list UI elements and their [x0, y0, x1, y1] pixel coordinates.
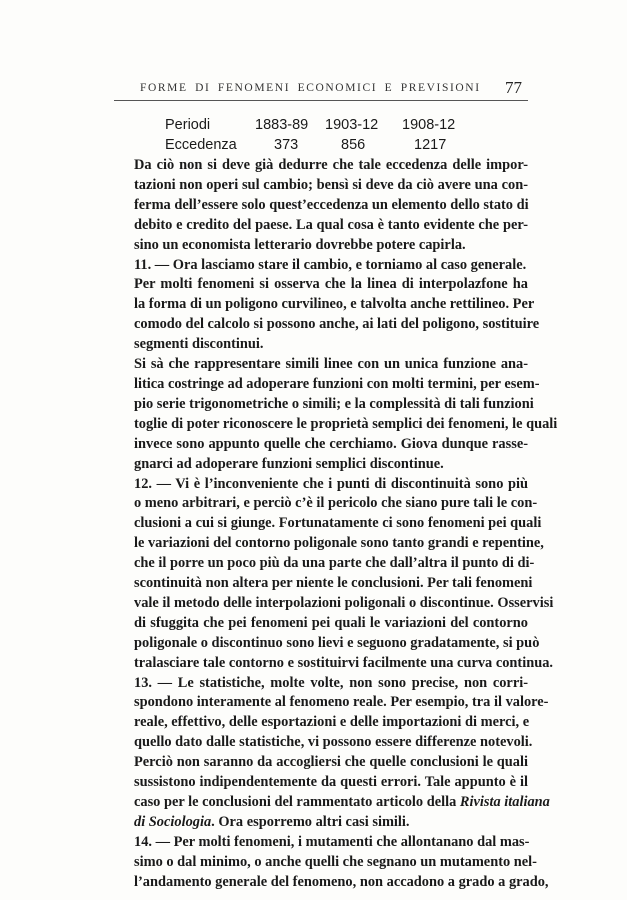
text-line: o meno arbitrari, e perciò c’è il pericolo che siano pure tali le con- — [134, 495, 538, 512]
text-line: clusioni a cui si giunge. Fortunatamente ci sono fenomeni pei quali — [134, 515, 542, 532]
text-line: Si sà che rappresentare simili linee con un unica funzione ana- — [134, 356, 528, 373]
text-line: pio serie trigonometriche o simili; e la complessità di tali funzioni — [134, 395, 534, 412]
text-line: Per molti fenomeni si osserva che la linea di interpolazfone ha — [134, 276, 528, 293]
paragraph-13 — [114, 674, 550, 833]
text-line — [114, 793, 550, 813]
text-line: simo o dal minimo, o anche quelli che segnano un mutamento nel- — [134, 853, 537, 870]
text-line: quello dato dalle statistiche, vi possono essere differenze notevoli. — [134, 734, 533, 751]
text-line: spondono interamente al fenomeno reale. Per esempio, tra il valore- — [134, 694, 549, 711]
paragraph — [114, 355, 558, 474]
text-line: poligonale o discontinuo sono lievi e seguono gradatamente, si può — [134, 634, 540, 651]
journal-title-continued: di Sociologia — [134, 813, 212, 830]
text-line: scontinuità non altera per niente le conclusioni. Per tali fenomeni — [134, 575, 533, 592]
text-line: toglie di poter riconoscere le proprietà semplici dei fenomeni, le quali — [134, 415, 558, 432]
paragraph — [114, 156, 528, 256]
journal-title: Rivista italiana — [459, 794, 550, 810]
paragraph-14 — [114, 833, 549, 893]
text-line: sino un economista letterario dovrebbe potere capirla. — [134, 236, 466, 253]
text-line: reale, effettivo, delle esportazioni e delle importazioni di merci, e — [134, 714, 530, 731]
row-label-excess: Eccedenza — [165, 137, 237, 153]
text-line: vale il metodo delle interpolazioni poligonali o discontinue. Osservisi — [134, 594, 554, 611]
text-line-end: . Ora esporremo altri casi simili. — [211, 813, 410, 830]
text-line: 13. — Le statistiche, molte volte, non sono precise, non corri- — [134, 674, 528, 691]
text-line: debito e credito del paese. La qual cosa è tanto evidente che per- — [134, 216, 528, 233]
text-line: tralasciare tale contorno e sostituirvi facilmente una curva continua. — [134, 654, 554, 671]
text-line: 11. — Ora lasciamo stare il cambio, e torniamo al caso generale. — [134, 256, 527, 273]
period-cell: 1903-12 — [325, 117, 379, 133]
text-line: ferma dell’essere solo quest’eccedenza un elemento dello stato di — [134, 196, 529, 213]
text-line: invece sono appunto quelle che cerchiamo. Giova dunque rasse- — [134, 435, 528, 452]
data-table — [0, 117, 627, 157]
body-text — [114, 156, 558, 893]
paragraph-12 — [114, 475, 554, 674]
text-line — [114, 813, 528, 833]
text-line: segmenti discontinui. — [134, 336, 264, 353]
text-line: Da ciò non si deve già dedurre che tale eccedenza delle impor- — [134, 157, 528, 173]
row-label-periods: Periodi — [165, 117, 211, 133]
text-line: Perciò non saranno da accogliersi che quelle conclusioni le quali — [134, 754, 528, 771]
value-cell: 373 — [274, 137, 299, 153]
text-line: tazioni non operi sul cambio; bensì si deve da ciò avere una con- — [134, 176, 528, 193]
text-line: gnarci ad adoperare funzioni semplici discontinue. — [134, 455, 444, 472]
text-line: di sfuggita che pei fenomeni pei quali le variazioni del contorno — [134, 614, 528, 631]
table-row — [0, 137, 627, 157]
paragraph — [114, 275, 540, 355]
text-line: litica costringe ad adoperare funzioni con molti termini, per esem- — [134, 375, 540, 392]
running-title: FORME DI FENOMENI ECONOMICI E PREVISIONI — [140, 82, 481, 94]
value-cell: 856 — [341, 137, 366, 153]
text-line: le variazioni del contorno poligonale sono tanto grandi e repentine, — [134, 535, 544, 552]
text-line: comodo del calcolo si possono anche, ai lati del poligono, sostituire — [134, 316, 540, 333]
page-number: 77 — [505, 78, 522, 97]
period-cell: 1883-89 — [255, 117, 309, 133]
running-header — [0, 76, 627, 102]
text-line: sussistono indipendentemente da questi errori. Tale appunto è il — [134, 774, 528, 791]
text-line: 12. — Vi è l’inconveniente che i punti di discontinuità sono più — [134, 475, 528, 492]
value-cell: 1217 — [414, 137, 447, 153]
header-rule — [114, 100, 528, 101]
paragraph-11 — [114, 256, 528, 276]
text-line-start: caso per le conclusioni del rammentato articolo della — [134, 794, 460, 810]
period-cell: 1908-12 — [402, 117, 456, 133]
text-line: la forma di un poligono curvilineo, e talvolta anche rettilineo. Per — [134, 296, 535, 313]
text-line: 14. — Per molti fenomeni, i mutamenti che allontanano dal mas- — [134, 833, 530, 850]
text-line: che il porre un poco più da una parte che dall’altra il punto di di- — [134, 555, 535, 572]
text-line: l’andamento generale del fenomeno, non accadono a grado a grado, — [134, 873, 549, 890]
table-row — [0, 117, 627, 137]
